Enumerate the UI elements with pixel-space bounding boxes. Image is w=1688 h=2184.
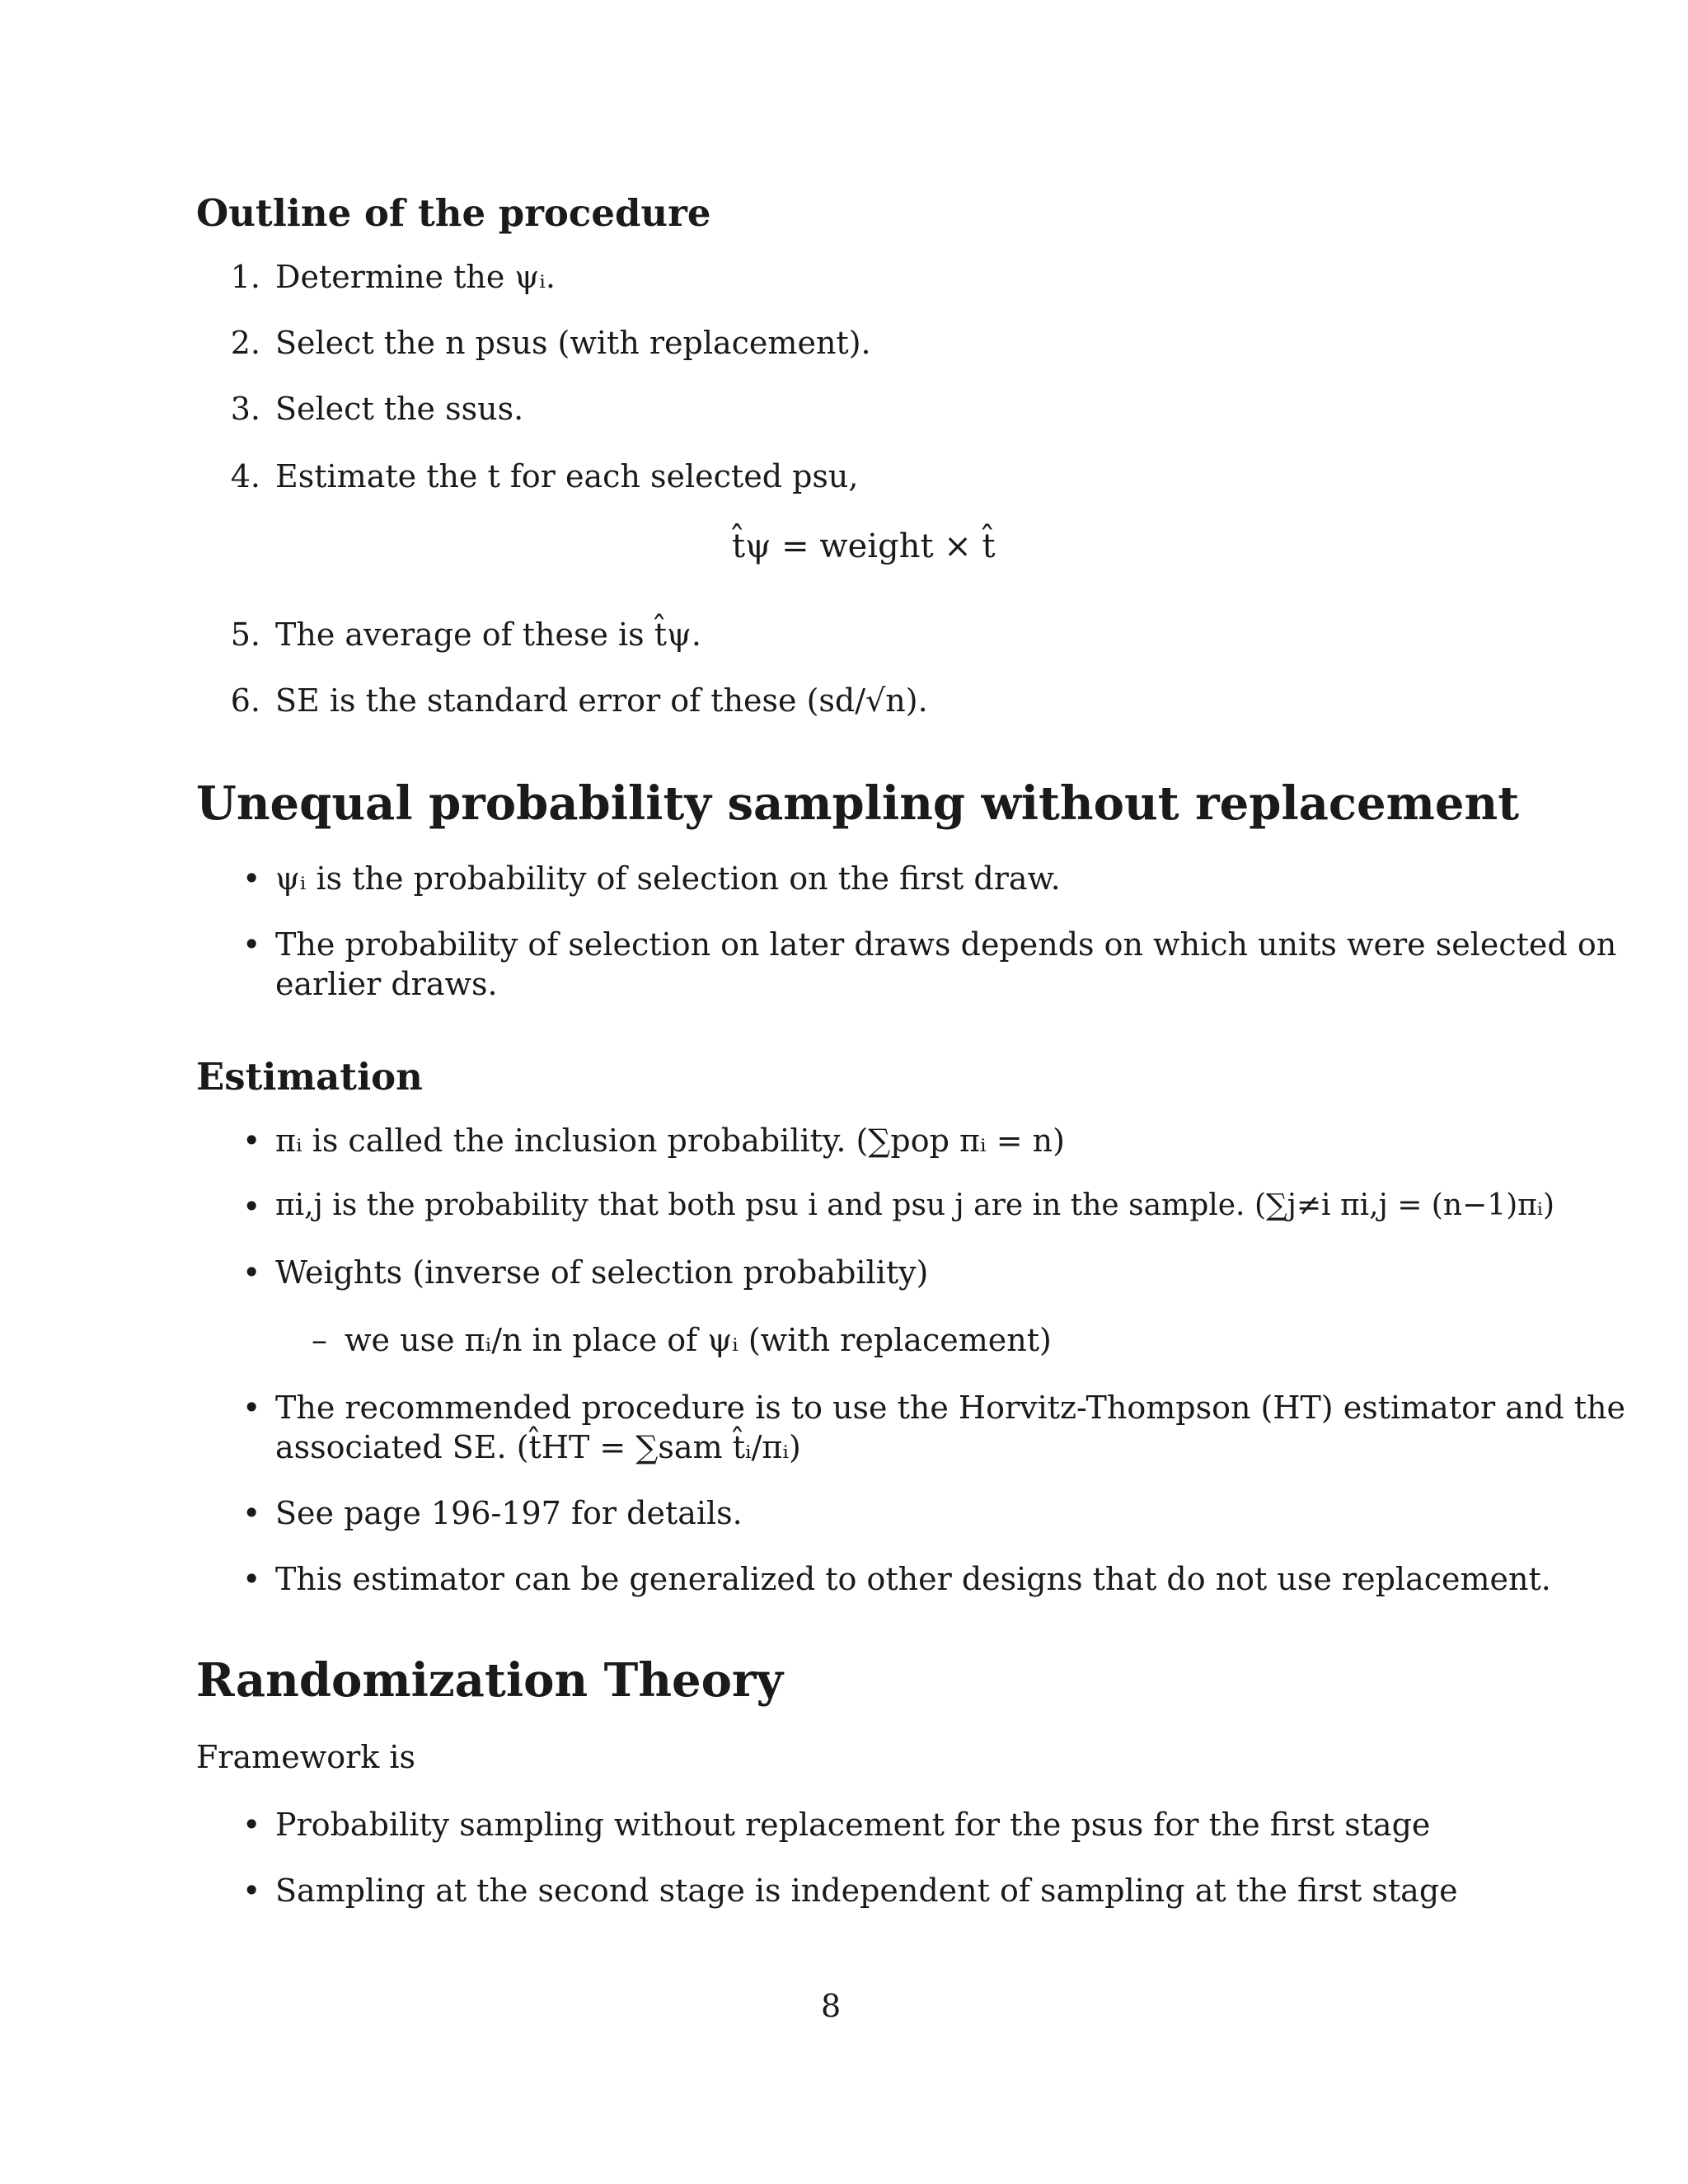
list-item: Probability sampling without replacement for the psus for the first stage [275, 1807, 1431, 1843]
bullet-icon: • [242, 1390, 261, 1426]
page-number: 8 [821, 1988, 842, 2024]
bullet-icon: • [242, 860, 261, 897]
bullet-icon: • [242, 1807, 261, 1843]
list-item: πi,j is the probability that both psu i and psu j are in the sample. (∑j≠i πi,j = (n−1)πᵢ) [275, 1188, 1555, 1222]
list-item: Sampling at the second stage is independent of sampling at the first stage [275, 1872, 1458, 1909]
outline-item-number: 5. [230, 616, 260, 653]
bullet-icon: • [242, 1561, 261, 1597]
outline-item-text: The average of these is t̂ψ. [275, 616, 701, 653]
outline-item-text: SE is the standard error of these (sd/√n). [275, 682, 928, 719]
outline-heading: Outline of the procedure [196, 191, 711, 235]
paragraph: Framework is [196, 1739, 416, 1775]
list-item: Weights (inverse of selection probability) [275, 1254, 929, 1291]
outline-item-text: Determine the ψᵢ. [275, 259, 556, 295]
outline-item-number: 6. [230, 682, 260, 719]
bullet-icon: • [242, 1254, 261, 1291]
outline-item-number: 1. [230, 259, 260, 295]
list-item: This estimator can be generalized to other designs that do not use replacement. [275, 1561, 1551, 1597]
outline-item-text: Estimate the t for each selected psu, [275, 458, 859, 494]
bullet-icon: • [242, 1188, 261, 1225]
list-item-continuation: associated SE. (t̂HT = ∑sam t̂ᵢ/πᵢ) [275, 1429, 801, 1465]
list-item: ψᵢ is the probability of selection on the first draw. [275, 860, 1061, 897]
weighted-estimate-formula: t̂ψ = weight × t̂ [732, 527, 996, 565]
section-heading: Unequal probability sampling without replacement [196, 776, 1520, 831]
bullet-icon: • [242, 1122, 261, 1159]
sub-list-item: we use πᵢ/n in place of ψᵢ (with replacement) [345, 1322, 1052, 1358]
bullet-icon: • [242, 1872, 261, 1909]
outline-item-text: Select the n psus (with replacement). [275, 325, 871, 361]
outline-item-number: 2. [230, 325, 260, 361]
bullet-icon: • [242, 926, 261, 963]
list-item: πᵢ is called the inclusion probability. (∑pop πᵢ = n) [275, 1122, 1065, 1159]
bullet-icon: • [242, 1495, 261, 1531]
list-item: The probability of selection on later draws depends on which units were selected on [275, 926, 1617, 963]
outline-item-text: Select the ssus. [275, 391, 524, 427]
outline-item-number: 4. [230, 458, 260, 494]
dash-icon: – [312, 1322, 327, 1358]
list-item-continuation: earlier draws. [275, 966, 498, 1002]
subsection-heading: Estimation [196, 1055, 423, 1099]
outline-item-number: 3. [230, 391, 260, 427]
section-heading: Randomization Theory [196, 1653, 784, 1708]
list-item: See page 196-197 for details. [275, 1495, 743, 1531]
list-item: The recommended procedure is to use the Horvitz-Thompson (HT) estimator and the [275, 1390, 1625, 1426]
